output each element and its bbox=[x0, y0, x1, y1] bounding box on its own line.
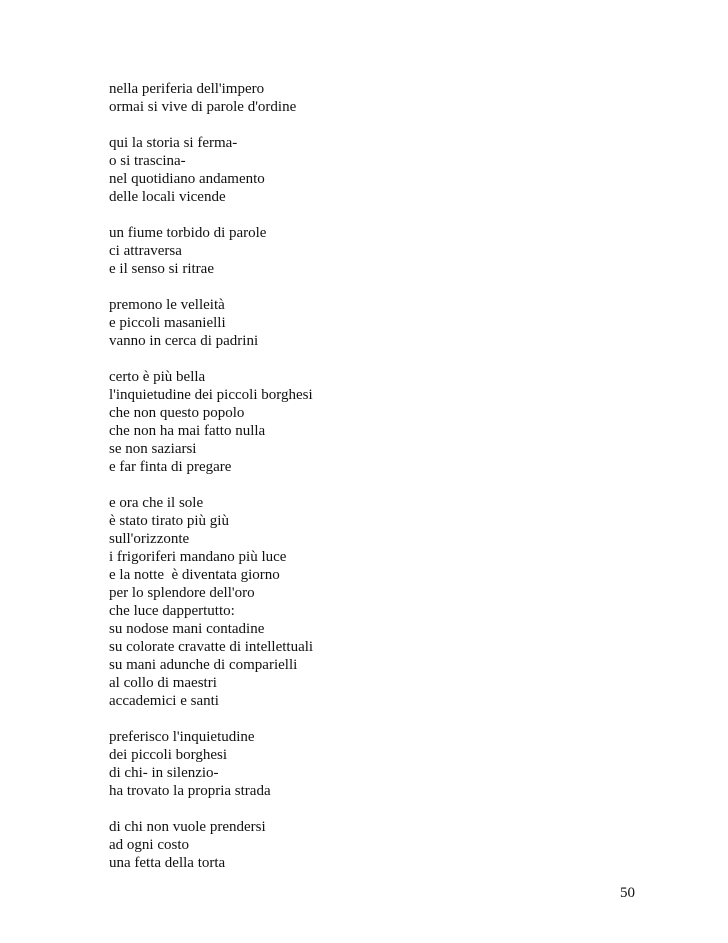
poem-line: nella periferia dell'impero bbox=[109, 81, 265, 97]
poem-line: è stato tirato più giù bbox=[109, 513, 229, 529]
stanza-6 bbox=[109, 494, 669, 710]
poem-line: su nodose mani contadine bbox=[109, 621, 265, 637]
poem-line: che luce dappertutto: bbox=[109, 603, 235, 619]
poem-line: e piccoli masanielli bbox=[109, 315, 226, 331]
poem-line: se non saziarsi bbox=[109, 441, 197, 457]
poem-line: accademici e santi bbox=[109, 693, 219, 709]
poem-line: l'inquietudine dei piccoli borghesi bbox=[109, 387, 313, 403]
poem-line: vanno in cerca di padrini bbox=[109, 333, 259, 349]
stanza-3 bbox=[109, 224, 669, 278]
stanza-1 bbox=[109, 80, 669, 116]
poem-line: un fiume torbido di parole bbox=[109, 225, 267, 241]
poem-line: dei piccoli borghesi bbox=[109, 747, 228, 763]
poem-line: una fetta della torta bbox=[109, 855, 226, 871]
poem-line: i frigoriferi mandano più luce bbox=[109, 549, 287, 565]
stanza-8 bbox=[109, 818, 669, 872]
poem-line: e la notte è diventata giorno bbox=[109, 567, 280, 583]
poem-text bbox=[109, 80, 669, 890]
poem-line: sull'orizzonte bbox=[109, 531, 190, 547]
poem-line: che non ha mai fatto nulla bbox=[109, 423, 266, 439]
poem-line: qui la storia si ferma- bbox=[109, 135, 238, 151]
poem-line: su mani adunche di comparielli bbox=[109, 657, 298, 673]
poem-line: su colorate cravatte di intellettuali bbox=[109, 639, 314, 655]
page-number: 50 bbox=[620, 885, 635, 901]
poem-line: nel quotidiano andamento bbox=[109, 171, 265, 187]
poem-line: ormai si vive di parole d'ordine bbox=[109, 99, 297, 115]
poem-line: di chi- in silenzio- bbox=[109, 765, 219, 781]
poem-line: ci attraversa bbox=[109, 243, 182, 259]
poem-line: certo è più bella bbox=[109, 369, 206, 385]
stanza-5 bbox=[109, 368, 669, 476]
stanza-7 bbox=[109, 728, 669, 800]
poem-line: e far finta di pregare bbox=[109, 459, 232, 475]
poem-line: ad ogni costo bbox=[109, 837, 189, 853]
poem-line: e ora che il sole bbox=[109, 495, 204, 511]
poem-line: di chi non vuole prendersi bbox=[109, 819, 266, 835]
poem-line: preferisco l'inquietudine bbox=[109, 729, 255, 745]
stanza-2 bbox=[109, 134, 669, 206]
poem-line: o si trascina- bbox=[109, 153, 186, 169]
stanza-4 bbox=[109, 296, 669, 350]
poem-line: e il senso si ritrae bbox=[109, 261, 214, 277]
poem-line: per lo splendore dell'oro bbox=[109, 585, 255, 601]
poem-line: che non questo popolo bbox=[109, 405, 245, 421]
poem-line: ha trovato la propria strada bbox=[109, 783, 271, 799]
poem-line: al collo di maestri bbox=[109, 675, 217, 691]
poem-line: premono le velleità bbox=[109, 297, 225, 313]
poem-line: delle locali vicende bbox=[109, 189, 226, 205]
